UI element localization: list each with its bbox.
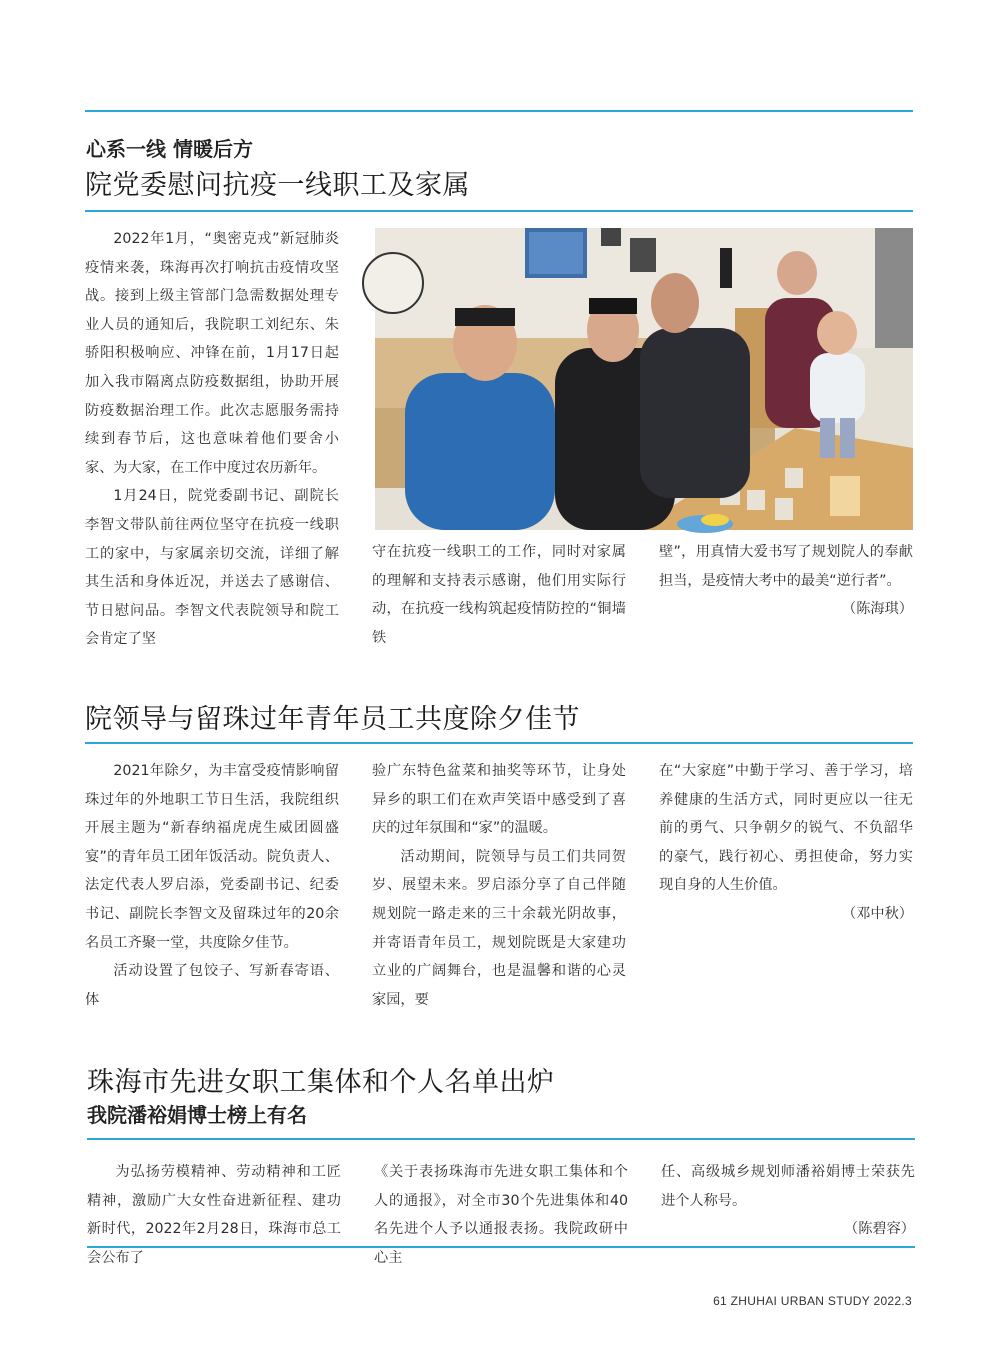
section3-kicker: 我院潘裕娟博士榜上有名 <box>87 1103 307 1127</box>
section2-paragraph-3: 验广东特色盆菜和抽奖等环节，让身处异乡的职工们在欢声笑语中感受到了喜庆的过年氛围和“家”的温暖。 <box>372 763 626 837</box>
section1-column-3-text: 壁”，用真情大爱书写了规划院人的奉献担当，是疫情大考中的最美“逆行者”。 <box>659 544 913 589</box>
section1-column-2 <box>372 538 626 646</box>
section2-paragraph-1: 2021年除夕，为丰富受疫情影响留珠过年的外地职工节日生活，我院组织开展主题为“新春纳福虎虎生威团圆盛宴”的青年员工团年饭活动。院负责人、法定代表人罗启添，党委副书记、纪委书记、副院长李智文及留珠过年的20余名员工齐聚一堂，共度除夕佳节。 <box>85 763 339 951</box>
section3-column-2 <box>374 1158 628 1266</box>
section1-top-rule <box>85 110 913 112</box>
section3-signature: （陈碧容） <box>844 1221 915 1238</box>
section3-paragraph-2: 《关于表扬珠海市先进女职工集体和个人的通报》，对全市30个先进集体和40名先进个人予以通报表扬。我院政研中心主 <box>374 1164 628 1266</box>
section1-title: 院党委慰问抗疫一线职工及家属 <box>85 170 470 201</box>
section1-paragraph-2: 1月24日，院党委副书记、副院长李智文带队前往两位坚守在抗疫一线职工的家中，与家属亲切交流，详细了解其生活和身体近况，并送去了感谢信、节日慰问品。李智文代表院领导和院工会肯定了坚 <box>85 488 339 648</box>
section1-column-1 <box>85 225 339 648</box>
section3-paragraph-3: 任、高级城乡规划师潘裕娟博士荣获先进个人称号。 <box>661 1164 915 1209</box>
section2-column-1 <box>85 757 339 1008</box>
section2-paragraph-2: 活动设置了包饺子、写新春寄语、体 <box>85 963 339 1008</box>
section3-column-1 <box>87 1158 341 1266</box>
section1-column-2-text: 守在抗疫一线职工的工作，同时对家属的理解和支持表示感谢，他们用实际行动，在抗疫一线构筑起疫情防控的“铜墙铁 <box>372 544 626 646</box>
section1-column-3 <box>659 538 913 626</box>
section2-column-3 <box>659 757 913 987</box>
section1-title-rule <box>85 210 913 212</box>
section3-title: 珠海市先进女职工集体和个人名单出炉 <box>87 1067 555 1098</box>
section1-photo <box>375 228 913 530</box>
photo-visit-scene-icon <box>375 228 913 530</box>
section2-title-rule <box>85 742 913 744</box>
section2-signature: （邓中秋） <box>842 905 913 922</box>
section2-column-2 <box>372 757 626 1008</box>
section2-paragraph-5: 在“大家庭”中勤于学习、善于学习，培养健康的生活方式，同时更应以一往无前的勇气、只争朝夕的锐气、不负韶华的豪气，践行初心、勇担使命，努力实现自身的人生价值。 <box>659 763 913 894</box>
section2-title: 院领导与留珠过年青年员工共度除夕佳节 <box>85 704 580 735</box>
page-footer: 61 ZHUHAI URBAN STUDY 2022.3 <box>713 1294 912 1308</box>
section3-bottom-rule <box>87 1246 915 1248</box>
section3-title-rule <box>87 1138 915 1140</box>
section1-kicker: 心系一线 情暖后方 <box>86 137 253 161</box>
section3-paragraph-1: 为弘扬劳模精神、劳动精神和工匠精神，激励广大女性奋进新征程、建功新时代，2022年2月28日，珠海市总工会公布了 <box>87 1164 341 1266</box>
section1-signature: （陈海琪） <box>842 601 913 618</box>
section2-paragraph-4: 活动期间，院领导与员工们共同贺岁、展望未来。罗启添分享了自己伴随规划院一路走来的三十余载光阴故事，并寄语青年员工，规划院既是大家建功立业的广阔舞台，也是温馨和谐的心灵家园，要 <box>372 848 626 1008</box>
section3-column-3 <box>661 1158 915 1246</box>
section1-paragraph-1: 2022年1月，“奥密克戎”新冠肺炎疫情来袭，珠海再次打响抗击疫情攻坚战。接到上级主管部门急需数据处理专业人员的通知后，我院职工刘纪东、朱骄阳积极响应、冲锋在前，1月17日起加入我市隔离点防疫数据组，协助开展防疫数据治理工作。此次志愿服务需持续到春节后，这也意味着他们要舍小家、为大家，在工作中度过农历新年。 <box>85 231 339 476</box>
